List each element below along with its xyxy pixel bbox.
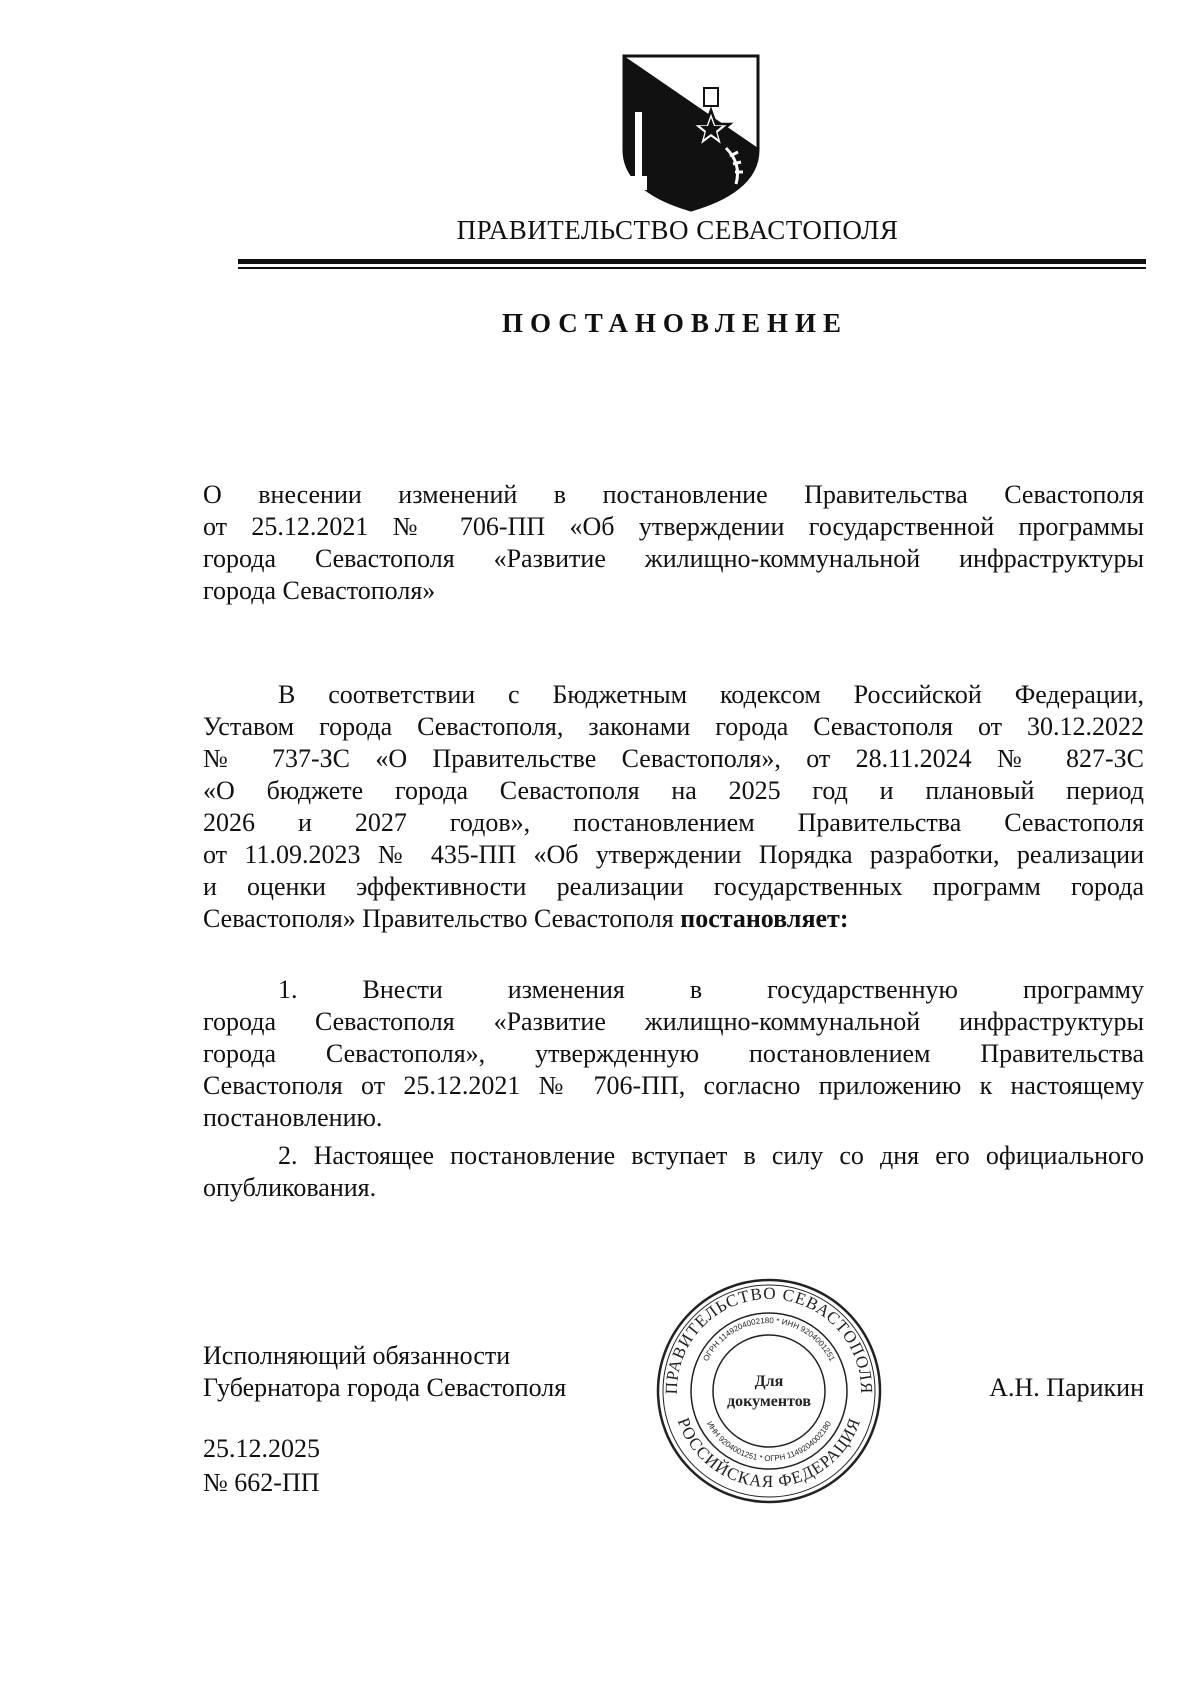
- subject-line: О внесении изменений в постановление Правительства Севастополя: [203, 480, 1144, 509]
- item-line: постановлению.: [203, 1103, 383, 1132]
- item-line: Севастополя от 25.12.2021 № 706-ПП, согласно приложению к настоящему: [203, 1071, 1144, 1100]
- stamp-inner-bottom-text: ИНН 9204001251 * ОГРН 1149204002180: [704, 1419, 833, 1464]
- preamble-last-line: [203, 903, 1144, 935]
- subject-line: города Севастополя»: [203, 576, 436, 605]
- item-line: города Севастополя», утвержденную постановлением Правительства: [203, 1039, 1144, 1068]
- registration-date: 25.12.2025: [203, 1434, 320, 1463]
- document-subject: [203, 479, 1144, 607]
- registration-number: № 662-ПП: [203, 1468, 320, 1497]
- preamble-line: 2026 и 2027 годов», постановлением Правительства Севастополя: [203, 808, 1144, 837]
- signatory-name: А.Н. Парикин: [989, 1373, 1144, 1402]
- registration-block: [203, 1432, 320, 1500]
- preamble-line: В соответствии с Бюджетным кодексом Российской Федерации,: [278, 680, 1144, 709]
- resolution-item-1: [203, 974, 1144, 1134]
- signatory-position-line: Исполняющий обязанности: [203, 1341, 511, 1370]
- preamble-line: Севастополя» Правительство Севастополя: [203, 904, 674, 933]
- sevastopol-coat-of-arms-icon: [618, 52, 764, 212]
- preamble-line: и оценки эффективности реализации государственных программ города: [203, 872, 1144, 901]
- item-line: опубликования.: [203, 1173, 377, 1202]
- stamp-center-text: Для: [754, 1373, 784, 1390]
- preamble-line: от 11.09.2023 № 435-ПП «Об утверждении Порядка разработки, реализации: [203, 840, 1144, 869]
- item-line: города Севастополя «Развитие жилищно-коммунальной инфраструктуры: [203, 1007, 1144, 1036]
- item-line: 1. Внести изменения в государственную программу: [278, 975, 1144, 1004]
- official-seal-stamp: [655, 1277, 883, 1505]
- decision-word: постановляет:: [680, 904, 849, 933]
- stamp-outer-top-text: ПРАВИТЕЛЬСТВО СЕВАСТОПОЛЯ: [661, 1283, 877, 1395]
- svg-text:ОГРН 1149204002180 * ИНН 92040: [701, 1316, 837, 1363]
- resolution-item-2: [203, 1140, 1144, 1204]
- stamp-outer-bottom-text: РОССИЙСКАЯ ФЕДЕРАЦИЯ: [673, 1415, 865, 1492]
- stamp-inner-top-text: ОГРН 1149204002180 * ИНН 9204001251: [701, 1315, 837, 1363]
- item-line: 2. Настоящее постановление вступает в силу со дня его официального: [278, 1141, 1144, 1170]
- subject-line: от 25.12.2021 № 706-ПП «Об утверждении государственной программы: [203, 512, 1144, 541]
- preamble-line: № 737-ЗС «О Правительстве Севастополя», от 28.11.2024 № 827-ЗС: [203, 744, 1144, 773]
- preamble-line: «О бюджете города Севастополя на 2025 год и плановый период: [203, 776, 1144, 805]
- signatory-position: [203, 1340, 566, 1404]
- government-name: ПРАВИТЕЛЬСТВО СЕВАСТОПОЛЯ: [456, 215, 899, 245]
- subject-line: города Севастополя «Развитие жилищно-коммунальной инфраструктуры: [203, 544, 1144, 573]
- header-rule-thin: [238, 267, 1146, 269]
- signatory-position-line: Губернатора города Севастополя: [203, 1373, 567, 1402]
- preamble-line: Уставом города Севастополя, законами города Севастополя от 30.12.2022: [203, 712, 1144, 741]
- stamp-center-text: документов: [727, 1393, 811, 1410]
- document-type-title: ПОСТАНОВЛЕНИЕ: [501, 308, 849, 338]
- header-rule-thick: [238, 259, 1146, 264]
- document-preamble: [203, 679, 1144, 935]
